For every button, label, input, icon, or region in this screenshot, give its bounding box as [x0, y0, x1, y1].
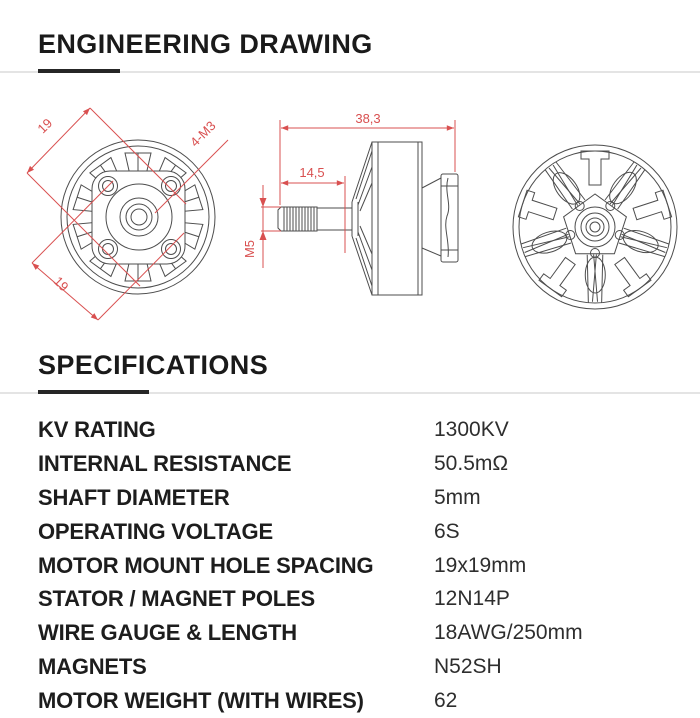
spec-row [38, 582, 662, 616]
dimension-label-screw-thread: 4-M3 [187, 118, 219, 150]
spec-label: STATOR / MAGNET POLES [38, 586, 315, 612]
spec-value: 5mm [434, 485, 481, 509]
spec-value: 1300KV [434, 417, 509, 441]
engineering-drawing-title: ENGINEERING DRAWING [38, 29, 373, 59]
dimension-label-shaft-length: 14,5 [299, 165, 325, 180]
section-divider-accent [38, 69, 120, 73]
engineering-drawing-figure [0, 85, 700, 341]
motor-body [372, 142, 422, 295]
spec-value: 19x19mm [434, 553, 527, 577]
dimension-label-total-length: 38,3 [355, 111, 381, 126]
spec-row [38, 549, 662, 583]
section-divider-accent [38, 390, 149, 394]
spec-label: MAGNETS [38, 654, 147, 680]
spec-value: 6S [434, 519, 460, 543]
specifications-table [38, 413, 662, 718]
spec-row [38, 481, 662, 515]
spec-value: 50.5mΩ [434, 451, 509, 475]
spec-label: SHAFT DIAMETER [38, 484, 230, 510]
rear-mount [441, 174, 458, 262]
motor-front-view [27, 108, 228, 320]
spec-label: KV RATING [38, 416, 156, 442]
dimension-label-hole-spacing-bottom: 19 [50, 273, 72, 295]
dimension-label-shaft-thread: M5 [242, 239, 257, 259]
spec-row [38, 616, 662, 650]
spec-label: INTERNAL RESISTANCE [38, 450, 292, 476]
dimension-label-hole-spacing-top: 19 [34, 115, 56, 137]
spec-label: WIRE GAUGE & LENGTH [38, 620, 297, 646]
spec-value: 12N14P [434, 587, 510, 611]
spec-label: MOTOR WEIGHT (WITH WIRES) [38, 688, 364, 714]
spec-row [38, 515, 662, 549]
spec-row [38, 650, 662, 684]
spec-value: 18AWG/250mm [434, 621, 583, 645]
spec-row [38, 447, 662, 481]
spec-value: 62 [434, 689, 458, 713]
side-view-dimensions [242, 111, 455, 268]
motor-rear-view [509, 145, 682, 316]
spec-row [38, 684, 662, 718]
specifications-title: SPECIFICATIONS [38, 350, 269, 380]
spec-label: MOTOR MOUNT HOLE SPACING [38, 552, 374, 578]
spec-row [38, 413, 662, 447]
spec-label: OPERATING VOLTAGE [38, 518, 273, 544]
motor-side-view [242, 111, 458, 295]
spec-value: N52SH [434, 655, 502, 679]
